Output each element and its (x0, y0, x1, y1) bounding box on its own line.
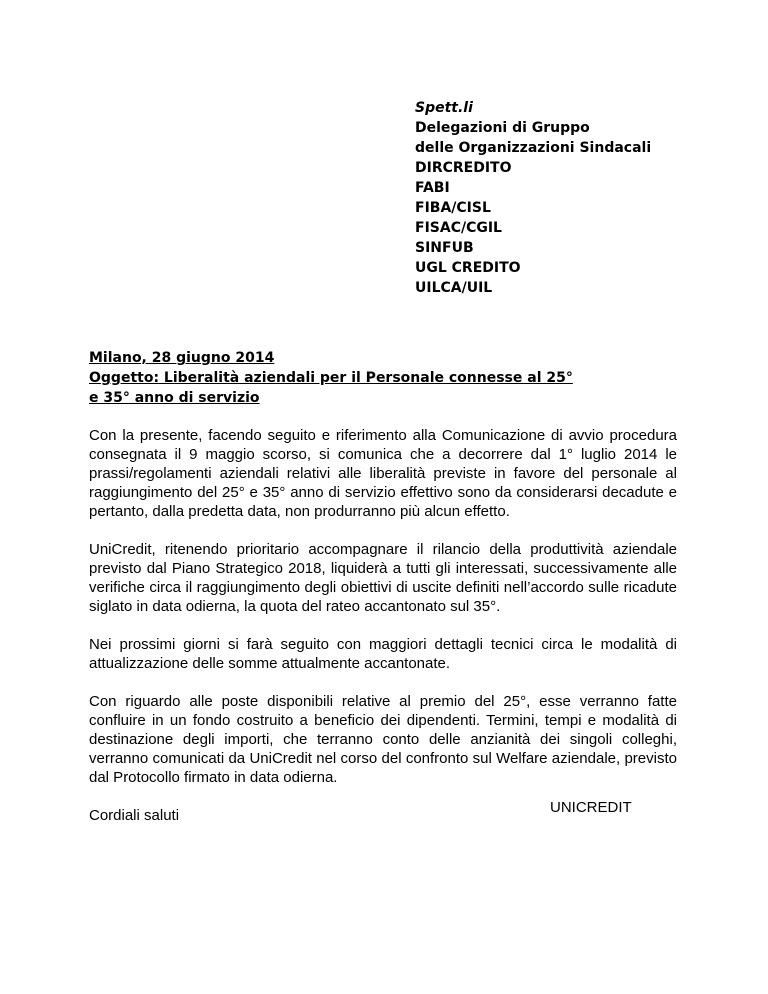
recipient-line: FABI (415, 180, 450, 196)
recipient-line: UGL CREDITO (415, 260, 521, 276)
recipient-line: FISAC/CGIL (415, 220, 502, 236)
place-date: Milano, 28 giugno 2014 (89, 350, 275, 366)
subject-line-1: Oggetto: Liberalità aziendali per il Personale connesse al 25° (89, 370, 573, 386)
subject-line-2: e 35° anno di servizio (89, 390, 260, 406)
body-paragraph: Con riguardo alle poste disponibili relative al premio del 25°, esse verranno fatte confluire in un fondo costruito a beneficio dei dipendenti. Termini, tempi e modalità di destinazione degli importi, che terranno conto delle anzianità dei singoli colleghi, verranno comunicati da UniCredit nel corso del confronto sul Welfare aziendale, previsto dal Protocollo firmato in data odierna. (89, 693, 677, 786)
body-paragraph: Con la presente, facendo seguito e riferimento alla Comunicazione di avvio procedura consegnata il 9 maggio scorso, si comunica che a decorrere dal 1° luglio 2014 le prassi/regolamenti aziendali relativi alle liberalità previste in favore del personale al raggiungimento del 25° e 35° anno di servizio effettivo sono da considerarsi decadute e pertanto, dalla predetta data, non produrranno più alcun effetto. (89, 427, 677, 520)
closing-greeting: Cordiali saluti (89, 807, 180, 824)
recipient-line: UILCA/UIL (415, 280, 493, 296)
body-paragraph: UniCredit, ritenendo prioritario accompagnare il rilancio della produttività aziendale previsto dal Piano Strategico 2018, liquiderà a tutti gli interessati, successivamente alle verifiche circa il raggiungimento degli obiettivi di uscite definiti nell’accordo sulle ricadute siglato in data odierna, la quota del rateo accantonato sul 35°. (89, 541, 677, 615)
salutation: Spett.li (415, 100, 473, 116)
signature: UNICREDIT (550, 799, 632, 816)
letter-header (89, 348, 689, 408)
recipients-block (415, 98, 745, 298)
recipient-line: Delegazioni di Gruppo (415, 120, 590, 136)
recipient-line: SINFUB (415, 240, 474, 256)
recipient-line: DIRCREDITO (415, 160, 512, 176)
letter-body (89, 426, 677, 825)
recipient-line: FIBA/CISL (415, 200, 491, 216)
body-paragraph: Nei prossimi giorni si farà seguito con maggiori dettagli tecnici circa le modalità di attualizzazione delle somme attualmente accantonate. (89, 636, 677, 672)
recipient-line: delle Organizzazioni Sindacali (415, 140, 652, 156)
